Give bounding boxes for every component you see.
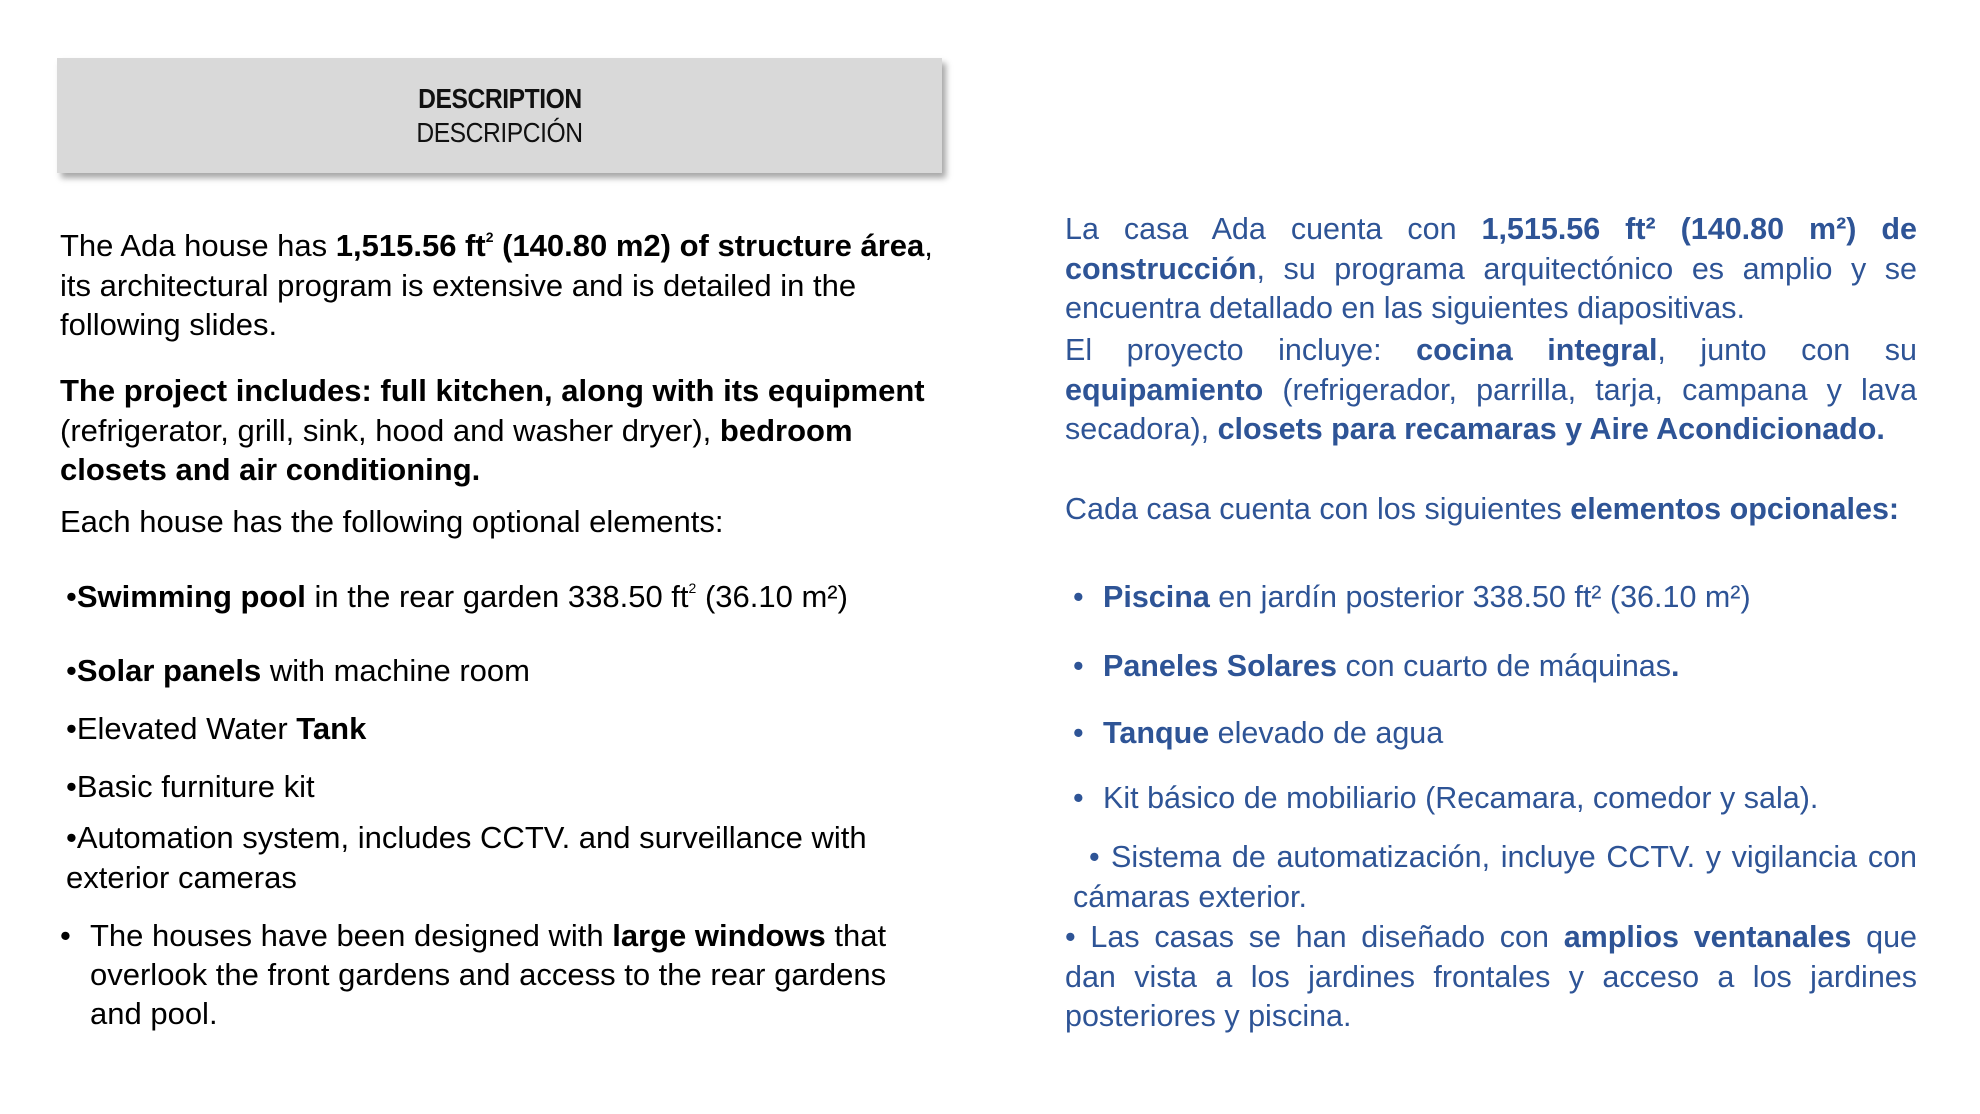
es-bullet-text: en jardín posterior 338.50 ft² (36.10 m²) — [1209, 580, 1751, 614]
header-title: DESCRIPTION — [417, 82, 582, 114]
bullet-dot: • — [66, 653, 77, 688]
es-bullet-solar — [1073, 646, 1679, 686]
es-bullet-bold: Piscina — [1103, 580, 1210, 614]
en-bullet-solar — [66, 651, 946, 691]
es-p2-bold2: equipamiento — [1065, 372, 1264, 407]
en-p1-sup: 2 — [485, 229, 494, 245]
en-bullet-sup: 2 — [688, 580, 697, 596]
en-p2-bold2: bedroom closets and air conditioning. — [60, 412, 853, 487]
es-paragraph-project — [1065, 331, 1917, 450]
es-bullet-automation — [1073, 838, 1917, 917]
en-last-text: The houses have been designed with — [90, 918, 613, 953]
en-last-text2: that overlook the front gardens and access to the rear gardens and pool. — [90, 918, 887, 1031]
bullet-dot: • — [1073, 716, 1084, 750]
bullet-dot: • — [66, 820, 77, 855]
description-header — [57, 58, 942, 173]
en-paragraph-optional: Each house has the following optional elements: — [60, 504, 724, 539]
bullet-dot: • — [1089, 840, 1100, 874]
es-bullet-tail: . — [1671, 649, 1680, 683]
bullet-dot: • — [66, 769, 77, 804]
es-bullet-bold: Paneles Solares — [1103, 649, 1337, 683]
en-bullet-text: with machine room — [261, 653, 530, 688]
en-bullet-furniture — [66, 767, 946, 807]
en-bullet-automation — [66, 818, 936, 898]
es-p2-text: El proyecto incluye: — [1065, 333, 1417, 367]
en-bullet-bold: Solar panels — [76, 653, 262, 688]
bullet-dot: • — [66, 579, 77, 614]
es-paragraph-optional — [1065, 490, 1917, 530]
es-p2-text3: (refrigerador, parrilla, tarja, campana y lava secadora), — [1065, 372, 1917, 446]
es-bullet-tank — [1073, 713, 1443, 753]
en-bullet-text: Basic furniture kit — [76, 769, 315, 804]
en-p2-bold: The project includes: full kitchen, along with its equipment — [60, 373, 925, 408]
en-bullet-text: in the rear garden 338.50 ft — [305, 579, 689, 614]
bullet-dot: • — [66, 711, 77, 746]
es-last-bold: amplios ventanales — [1563, 920, 1852, 954]
es-p3-text: Cada casa cuenta con los siguientes — [1065, 492, 1571, 526]
es-bullet-text: con cuarto de máquinas — [1336, 649, 1671, 683]
en-bullet-tank — [66, 709, 946, 749]
en-bullet-text: Elevated Water — [76, 711, 297, 746]
bullet-dot: • — [1073, 781, 1084, 815]
en-bullet-bold: Swimming pool — [76, 579, 306, 614]
es-bullet-furniture — [1073, 778, 1818, 818]
en-p1-bold2: (140.80 m2) of structure área — [493, 228, 925, 263]
es-p1-text2: , su programa arquitectónico es amplio y se encuentra detallado en las siguientes diapositivas. — [1065, 251, 1917, 325]
es-p1-bold: 1,515.56 ft² (140.80 m²) de construcción — [1065, 212, 1918, 286]
es-p3-bold: elementos opcionales: — [1570, 492, 1900, 526]
en-bullet-text: Automation system, includes CCTV. and surveillance with exterior cameras — [66, 820, 867, 895]
en-bullet-tail: (36.10 m²) — [696, 579, 848, 614]
en-bullet-bold: Tank — [296, 711, 367, 746]
en-last-bold: large windows — [612, 918, 826, 953]
en-bullet-pool — [66, 577, 946, 617]
es-p1-text: La casa Ada cuenta con — [1065, 212, 1482, 246]
es-p2-text2: , junto con su — [1657, 333, 1918, 367]
es-bullet-pool — [1073, 577, 1751, 617]
header-subtitle: DESCRIPCIÓN — [416, 116, 583, 148]
es-bullet-text: Sistema de automatización, incluye CCTV. y vigilancia con cámaras exterior. — [1073, 840, 1917, 914]
es-last-text2: que dan vista a los jardines frontales y acceso a los jardines posteriores y piscina. — [1065, 920, 1917, 1033]
bullet-dot: • — [60, 918, 71, 953]
es-bullet-windows — [1065, 918, 1917, 1037]
en-p1-text2: , its architectural program is extensive and is detailed in the following slides. — [60, 228, 933, 342]
es-last-text: Las casas se han diseñado con — [1075, 920, 1564, 954]
es-bullet-text: elevado de agua — [1209, 716, 1444, 750]
es-p2-bold3: closets para recamaras y Aire Acondicionado. — [1217, 412, 1885, 446]
bullet-dot: • — [1065, 920, 1076, 954]
en-p2-text: (refrigerator, grill, sink, hood and washer dryer), — [60, 412, 720, 448]
en-bullet-windows — [60, 916, 930, 1033]
en-p1-bold: 1,515.56 ft — [335, 228, 486, 263]
en-p1-text: The Ada house has — [60, 228, 336, 263]
es-paragraph-area — [1065, 210, 1917, 329]
es-bullet-bold: Tanque — [1103, 716, 1210, 750]
es-p2-bold: cocina integral — [1416, 333, 1658, 367]
es-bullet-text: Kit básico de mobiliario (Recamara, comedor y sala). — [1103, 781, 1819, 815]
en-paragraph-project — [60, 371, 950, 490]
bullet-dot: • — [1073, 580, 1084, 614]
en-paragraph-area — [60, 226, 950, 345]
bullet-dot: • — [1073, 649, 1084, 683]
